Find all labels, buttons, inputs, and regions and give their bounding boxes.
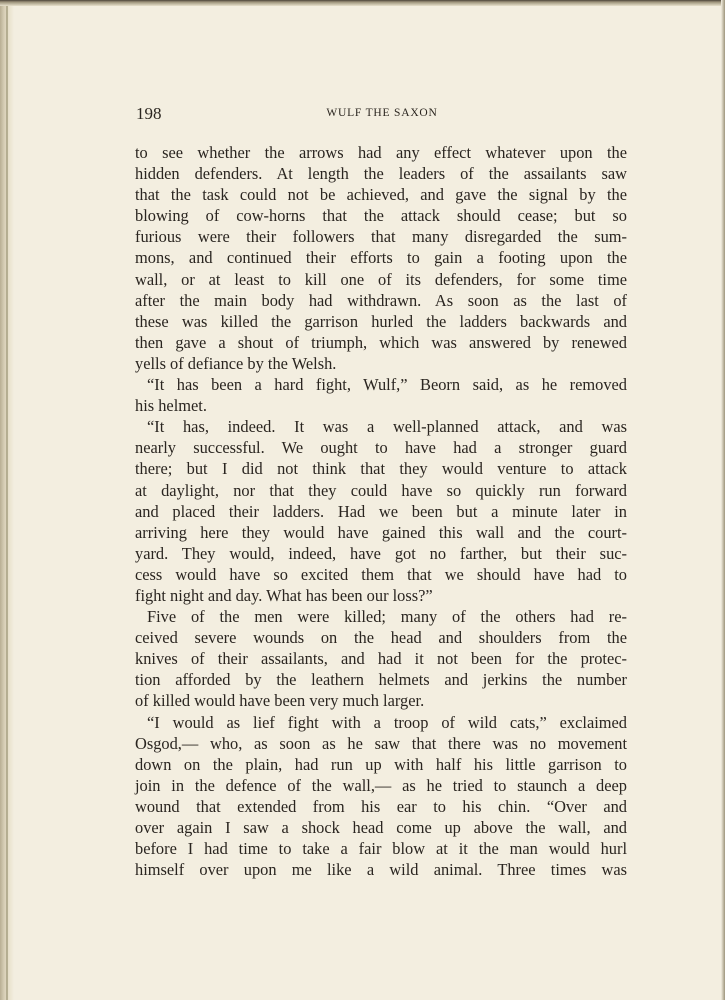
text-line: cess would have so excited them that we should have had to <box>135 564 627 584</box>
text-line: Osgod,— who, as soon as he saw that there was no movement <box>135 733 627 753</box>
text-line: ceived severe wounds on the head and shoulders from the <box>135 628 627 648</box>
page-number: 198 <box>136 104 162 123</box>
text-line: hidden defenders. At length the leaders of the assailants saw <box>135 164 627 184</box>
text-line: “It has, indeed. It was a well-planned attack, and was <box>147 417 627 437</box>
text-line: there; but I did not think that they would venture to attack <box>135 459 627 479</box>
text-line: before I had time to take a fair blow at it the man would hurl <box>135 839 627 859</box>
body-text <box>135 142 627 880</box>
gutter-line <box>6 0 8 1000</box>
text-line: “I would as lief fight with a troop of wild cats,” exclaimed <box>147 712 627 732</box>
text-line: mons, and continued their efforts to gain a footing upon the <box>135 248 627 268</box>
text-line: arriving here they would have gained this wall and the court- <box>135 522 627 542</box>
top-page-edge <box>0 0 725 6</box>
text-line: join in the defence of the wall,— as he tried to staunch a deep <box>135 775 627 795</box>
text-line: to see whether the arrows had any effect whatever upon the <box>135 143 627 162</box>
text-line: yard. They would, indeed, have got no farther, but their suc- <box>135 543 627 563</box>
text-line: these was killed the garrison hurled the ladders backwards and <box>135 311 627 331</box>
text-line: himself over upon me like a wild animal. Three times was <box>135 860 627 880</box>
running-head: WULF THE SAXON <box>326 107 438 119</box>
text-line: that the task could not be achieved, and gave the signal by the <box>135 185 627 205</box>
text-line: and placed their ladders. Had we been but a minute later in <box>135 501 627 521</box>
text-line: Five of the men were killed; many of the others had re- <box>147 607 627 627</box>
page-header <box>136 104 628 126</box>
text-line: wound that extended from his ear to his chin. “Over and <box>135 796 627 816</box>
text-line: over again I saw a shock head come up above the wall, and <box>135 818 627 837</box>
text-line: tion afforded by the leathern helmets and jerkins the number <box>135 670 627 690</box>
text-line: furious were their followers that many disregarded the sum- <box>135 227 627 247</box>
text-line: then gave a shout of triumph, which was answered by renewed <box>135 332 627 352</box>
text-line: “It has been a hard fight, Wulf,” Beorn said, as he removed <box>147 375 627 395</box>
text-line: down on the plain, had run up with half his little garrison to <box>135 754 627 774</box>
text-line: after the main body had withdrawn. As soon as the last of <box>135 290 627 310</box>
text-line: at daylight, nor that they could have so quickly run forward <box>135 480 627 500</box>
text-line: nearly successful. We ought to have had a stronger guard <box>135 438 627 458</box>
text-line: of killed would have been very much larger. <box>135 691 425 711</box>
right-page-edge <box>721 0 725 1000</box>
text-line: fight night and day. What has been our loss?” <box>135 585 433 605</box>
text-line: blowing of cow-horns that the attack should cease; but so <box>135 206 627 226</box>
text-line: wall, or at least to kill one of its defenders, for some time <box>135 269 627 289</box>
text-line: yells of defiance by the Welsh. <box>135 353 337 373</box>
text-line: knives of their assailants, and had it not been for the protec- <box>135 649 627 669</box>
text-line: his helmet. <box>135 396 207 416</box>
